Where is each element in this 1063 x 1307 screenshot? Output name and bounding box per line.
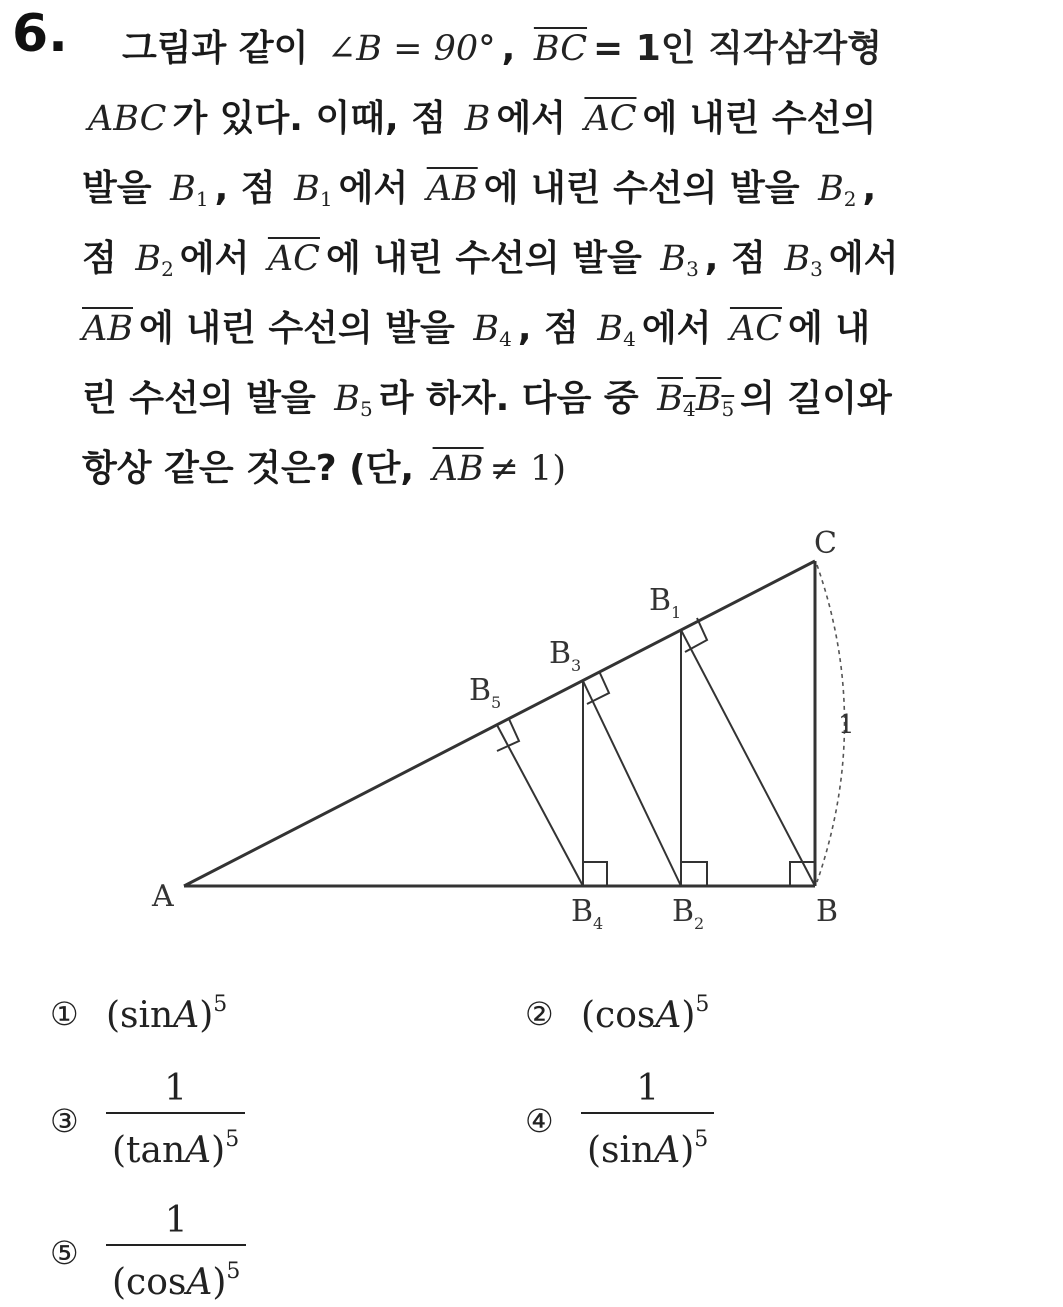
perp-b-b1	[681, 630, 815, 886]
label-main: B	[469, 673, 492, 708]
math-point-main: B	[170, 169, 196, 209]
angle-var: A	[185, 1130, 212, 1171]
side-ac	[184, 561, 815, 886]
label-main: B	[672, 894, 695, 929]
trig-func: tan	[126, 1130, 186, 1171]
question-number: 6.	[12, 4, 68, 64]
math-angle-b: ∠B = 90°	[326, 29, 496, 69]
stem-text: ,	[501, 28, 516, 69]
label-main: B	[571, 894, 594, 929]
angle-var: A	[655, 995, 682, 1036]
math-point-main: B	[818, 169, 844, 209]
math-point-main: B	[597, 309, 624, 349]
perp-b4-b5	[497, 725, 583, 886]
fraction-numerator: 1	[164, 1200, 188, 1241]
trig-func: cos	[126, 1262, 187, 1303]
exponent: 5	[225, 1127, 240, 1152]
math-segment-ac: $\overline{AC}$	[267, 239, 320, 279]
math-point-sub: 3	[810, 257, 823, 281]
exponent: 5	[226, 1259, 241, 1284]
choice-expression: $(\sin A)^5$	[106, 992, 228, 1036]
stem-text: ,	[862, 168, 877, 209]
label-b5	[469, 673, 501, 712]
right-angle-mark-b2	[681, 862, 707, 886]
math-point-sub: 3	[686, 257, 699, 281]
math-point-main: B	[784, 239, 811, 279]
trig-func: cos	[595, 995, 656, 1036]
exponent: 5	[694, 1127, 709, 1152]
label-sub: 1	[671, 603, 682, 622]
trig-func: sin	[120, 995, 174, 1036]
math-point-sub: 1	[195, 187, 209, 211]
exponent: 5	[213, 992, 228, 1017]
choice-4[interactable]	[525, 1066, 714, 1175]
math-point-main: B	[473, 309, 500, 349]
math-point-sub: 4	[623, 327, 636, 351]
math-segment-ac: $\overline{AC}$	[584, 99, 637, 139]
stem-text: 에서	[641, 308, 712, 349]
fraction-denominator: $(\sin A)^5$	[581, 1112, 714, 1175]
stem-text: = 1인 직각삼각형	[593, 28, 882, 69]
math-segment-ac: $\overline{AC}$	[729, 309, 783, 349]
choice-number: ④	[525, 1101, 554, 1140]
math-point-sub: 4	[499, 327, 512, 351]
choice-number: ③	[50, 1101, 79, 1140]
stem-text: 의 길이와	[740, 378, 892, 419]
choice-fraction	[106, 1066, 245, 1175]
math-point-sub: 4	[682, 397, 696, 421]
math-point-b: B	[464, 99, 491, 139]
stem-text: 라 하자. 다음 중	[378, 378, 639, 419]
perp-b2-b3	[583, 681, 681, 886]
fraction-denominator: $(\tan A)^5$	[106, 1112, 245, 1175]
label-sub: 2	[694, 914, 705, 933]
right-angle-marks	[497, 618, 815, 886]
stem-text: ≠ 1)	[489, 449, 566, 489]
choice-5[interactable]	[50, 1198, 246, 1307]
label-b2	[672, 894, 704, 933]
stem-text: 가 있다. 이때, 점	[172, 98, 447, 139]
stem-text: 항상 같은 것은? (단,	[82, 448, 415, 489]
math-point-sub: 1	[319, 187, 333, 211]
choice-fraction	[581, 1066, 714, 1175]
stem-text: 에 내린 수선의 발을	[325, 238, 642, 279]
angle-var: A	[186, 1262, 213, 1303]
math-point-main: B	[660, 239, 687, 279]
choice-expression: $(\cos A)^5$	[581, 992, 710, 1036]
math-segment-bc: $\overline{BC}$	[533, 29, 588, 69]
triangle-outline	[184, 561, 815, 886]
label-sub: 3	[571, 656, 582, 675]
choice-fraction	[106, 1198, 246, 1307]
math-point-main: B	[294, 169, 320, 209]
fraction-denominator: $(\cos A)^5$	[106, 1244, 246, 1307]
choice-number: ①	[50, 995, 79, 1033]
label-c: C	[814, 526, 837, 561]
stem-text: 에서	[496, 98, 566, 139]
math-point-main: B	[334, 379, 361, 419]
perpendiculars	[497, 630, 815, 886]
label-b: B	[816, 894, 839, 929]
choice-3[interactable]	[50, 1066, 245, 1175]
label-bc-length: 1	[838, 710, 855, 740]
stem-text: 린 수선의 발을	[82, 378, 316, 419]
math-point-main: B	[135, 239, 162, 279]
stem-text: 에서	[828, 238, 899, 279]
stem-text: 에 내린 수선의	[642, 98, 877, 139]
stem-text: 에서	[179, 238, 250, 279]
stem-text: 에 내	[788, 308, 871, 349]
angle-var: A	[173, 995, 200, 1036]
label-b4	[571, 894, 603, 933]
math-point-main: B	[695, 379, 722, 419]
choice-1[interactable]	[50, 992, 227, 1036]
choice-2[interactable]	[525, 992, 709, 1036]
math-point-sub: 5	[360, 397, 373, 421]
stem-text: 발을	[82, 168, 152, 209]
label-b1	[649, 583, 681, 622]
label-sub: 5	[491, 693, 502, 712]
stem-text: 에 내린 수선의 발을	[483, 168, 800, 209]
right-angle-mark-b	[790, 862, 815, 886]
stem-text: , 점	[214, 168, 276, 209]
math-point-sub: 2	[161, 257, 174, 281]
math-point-sub: 5	[721, 397, 735, 421]
math-segment-ab: $\overline{AB}$	[426, 169, 478, 209]
stem-text: 그림과 같이	[122, 28, 309, 69]
exponent: 5	[695, 992, 710, 1017]
choice-number: ⑤	[50, 1233, 79, 1272]
label-main: B	[649, 583, 672, 618]
label-sub: 4	[593, 914, 604, 933]
angle-var: A	[654, 1130, 681, 1171]
label-main: B	[549, 636, 572, 671]
fraction-numerator: 1	[636, 1068, 660, 1109]
math-segment-ab: $\overline{AB}$	[432, 449, 484, 489]
choice-number: ②	[525, 995, 554, 1033]
stem-text: , 점	[517, 308, 579, 349]
figure-labels	[151, 526, 855, 933]
math-point-main: B	[657, 379, 683, 419]
math-point-sub: 2	[843, 187, 857, 211]
math-segment-ab: $\overline{AB}$	[82, 309, 133, 349]
math-abc: ABC	[88, 99, 167, 139]
stem-text: 에서	[338, 168, 409, 209]
stem-text: 에 내린 수선의 발을	[139, 308, 455, 349]
fraction-numerator: 1	[164, 1068, 188, 1109]
right-angle-mark-b4	[583, 862, 607, 886]
label-a: A	[152, 879, 174, 914]
trig-func: sin	[601, 1130, 655, 1171]
stem-text: 점	[82, 238, 117, 279]
label-b3	[549, 636, 581, 675]
stem-text: , 점	[704, 238, 766, 279]
